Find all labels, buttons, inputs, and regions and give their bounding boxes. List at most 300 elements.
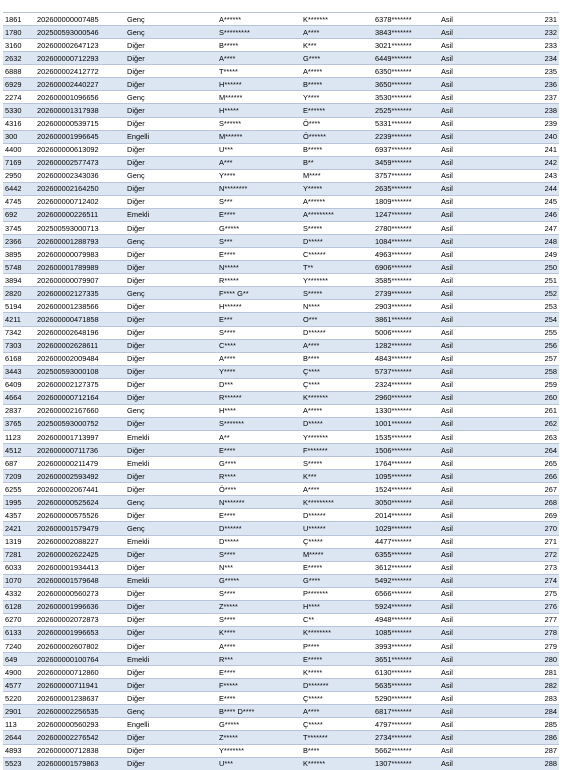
cell-category: Diğer	[125, 600, 217, 613]
cell-application-no: 7281	[3, 548, 35, 561]
cell-row-number: 240	[517, 130, 559, 143]
cell-reference-no: 202600002622425	[35, 548, 125, 561]
table-row	[3, 444, 559, 457]
cell-category: Diğer	[125, 509, 217, 522]
cell-application-no: 6888	[3, 65, 35, 78]
cell-status: Asil	[439, 444, 517, 457]
cell-application-no: 6128	[3, 600, 35, 613]
cell-category: Diğer	[125, 339, 217, 352]
table-row	[3, 431, 559, 444]
cell-id-masked: 3585*******	[373, 274, 439, 287]
cell-row-number: 267	[517, 483, 559, 496]
cell-status: Asil	[439, 52, 517, 65]
table-row	[3, 391, 559, 404]
cell-reference-no: 202600002088227	[35, 535, 125, 548]
cell-surname-masked: D*****	[301, 417, 373, 430]
cell-id-masked: 5492*******	[373, 574, 439, 587]
cell-row-number: 263	[517, 431, 559, 444]
table-row	[3, 757, 559, 770]
cell-name-masked: Z*****	[217, 600, 301, 613]
cell-surname-masked: K*****	[301, 666, 373, 679]
table-row	[3, 404, 559, 417]
table-row	[3, 208, 559, 221]
cell-category: Emekli	[125, 208, 217, 221]
cell-row-number: 233	[517, 39, 559, 52]
cell-application-no: 2901	[3, 705, 35, 718]
cell-status: Asil	[439, 731, 517, 744]
cell-name-masked: N*****	[217, 261, 301, 274]
cell-name-masked: G*****	[217, 574, 301, 587]
cell-reference-no: 202600001789989	[35, 261, 125, 274]
cell-row-number: 265	[517, 457, 559, 470]
cell-row-number: 260	[517, 391, 559, 404]
cell-name-masked: Ö****	[217, 483, 301, 496]
cell-application-no: 7169	[3, 156, 35, 169]
cell-category: Genç	[125, 26, 217, 39]
cell-category: Genç	[125, 522, 217, 535]
cell-name-masked: S****	[217, 548, 301, 561]
cell-row-number: 280	[517, 653, 559, 666]
table-row	[3, 78, 559, 91]
cell-category: Diğer	[125, 444, 217, 457]
cell-status: Asil	[439, 352, 517, 365]
cell-name-masked: E****	[217, 666, 301, 679]
cell-status: Asil	[439, 130, 517, 143]
table-row	[3, 274, 559, 287]
table-row	[3, 300, 559, 313]
cell-reference-no: 202600000712838	[35, 744, 125, 757]
cell-category: Diğer	[125, 143, 217, 156]
cell-name-masked: E****	[217, 692, 301, 705]
cell-status: Asil	[439, 104, 517, 117]
cell-application-no: 3160	[3, 39, 35, 52]
cell-application-no: 7209	[3, 470, 35, 483]
cell-name-masked: H******	[217, 78, 301, 91]
cell-category: Diğer	[125, 483, 217, 496]
cell-id-masked: 5924*******	[373, 600, 439, 613]
cell-surname-masked: K***	[301, 470, 373, 483]
cell-name-masked: U***	[217, 143, 301, 156]
cell-application-no: 649	[3, 653, 35, 666]
cell-surname-masked: A****	[301, 26, 373, 39]
cell-row-number: 256	[517, 339, 559, 352]
cell-reference-no: 202600002412772	[35, 65, 125, 78]
cell-id-masked: 1506*******	[373, 444, 439, 457]
cell-row-number: 250	[517, 261, 559, 274]
cell-application-no: 5748	[3, 261, 35, 274]
cell-name-masked: Y****	[217, 169, 301, 182]
cell-category: Genç	[125, 404, 217, 417]
cell-application-no: 2421	[3, 522, 35, 535]
table-row	[3, 195, 559, 208]
cell-id-masked: 2903*******	[373, 300, 439, 313]
table-row	[3, 235, 559, 248]
cell-surname-masked: S*****	[301, 457, 373, 470]
cell-application-no: 6270	[3, 613, 35, 626]
cell-reference-no: 202600000226511	[35, 208, 125, 221]
cell-category: Diğer	[125, 417, 217, 430]
cell-row-number: 275	[517, 587, 559, 600]
cell-status: Asil	[439, 235, 517, 248]
table-row	[3, 561, 559, 574]
cell-application-no: 2950	[3, 169, 35, 182]
table-row	[3, 313, 559, 326]
cell-surname-masked: B****	[301, 352, 373, 365]
table-row	[3, 613, 559, 626]
cell-surname-masked: B****	[301, 744, 373, 757]
cell-reference-no: 202600001934413	[35, 561, 125, 574]
cell-application-no: 3894	[3, 274, 35, 287]
cell-name-masked: Z*****	[217, 731, 301, 744]
cell-category: Diğer	[125, 248, 217, 261]
cell-id-masked: 2239*******	[373, 130, 439, 143]
cell-id-masked: 4477*******	[373, 535, 439, 548]
cell-row-number: 237	[517, 91, 559, 104]
cell-surname-masked: D*******	[301, 679, 373, 692]
cell-application-no: 4745	[3, 195, 35, 208]
cell-application-no: 2274	[3, 91, 35, 104]
cell-category: Diğer	[125, 52, 217, 65]
cell-name-masked: H****	[217, 404, 301, 417]
table-row	[3, 496, 559, 509]
cell-row-number: 231	[517, 13, 559, 26]
table-row	[3, 666, 559, 679]
cell-status: Asil	[439, 287, 517, 300]
cell-surname-masked: Ö******	[301, 130, 373, 143]
cell-status: Asil	[439, 483, 517, 496]
cell-name-masked: K****	[217, 626, 301, 639]
results-table	[3, 12, 559, 770]
cell-application-no: 6409	[3, 378, 35, 391]
cell-name-masked: N********	[217, 182, 301, 195]
cell-reference-no: 202600001238637	[35, 692, 125, 705]
cell-application-no: 4893	[3, 744, 35, 757]
cell-id-masked: 2960*******	[373, 391, 439, 404]
cell-id-masked: 4843*******	[373, 352, 439, 365]
cell-application-no: 4332	[3, 587, 35, 600]
cell-row-number: 246	[517, 208, 559, 221]
cell-name-masked: A****	[217, 640, 301, 653]
cell-reference-no: 202600000211479	[35, 457, 125, 470]
cell-category: Diğer	[125, 182, 217, 195]
cell-application-no: 3765	[3, 417, 35, 430]
table-row	[3, 417, 559, 430]
cell-reference-no: 202600001996645	[35, 130, 125, 143]
cell-application-no: 300	[3, 130, 35, 143]
cell-name-masked: R***	[217, 653, 301, 666]
cell-status: Asil	[439, 705, 517, 718]
cell-application-no: 6255	[3, 483, 35, 496]
cell-name-masked: D***	[217, 378, 301, 391]
cell-application-no: 4316	[3, 117, 35, 130]
cell-reference-no: 202600002164250	[35, 182, 125, 195]
cell-category: Diğer	[125, 326, 217, 339]
cell-name-masked: G*****	[217, 718, 301, 731]
cell-application-no: 5523	[3, 757, 35, 770]
cell-reference-no: 202600000711941	[35, 679, 125, 692]
cell-status: Asil	[439, 692, 517, 705]
cell-surname-masked: K*********	[301, 496, 373, 509]
cell-application-no: 692	[3, 208, 35, 221]
cell-status: Asil	[439, 679, 517, 692]
table-row	[3, 692, 559, 705]
cell-status: Asil	[439, 91, 517, 104]
cell-application-no: 1319	[3, 535, 35, 548]
cell-reference-no: 202600000539715	[35, 117, 125, 130]
cell-surname-masked: A****	[301, 483, 373, 496]
cell-status: Asil	[439, 626, 517, 639]
table-row	[3, 718, 559, 731]
cell-row-number: 276	[517, 600, 559, 613]
cell-status: Asil	[439, 548, 517, 561]
cell-surname-masked: Y*****	[301, 182, 373, 195]
table-row	[3, 248, 559, 261]
cell-status: Asil	[439, 326, 517, 339]
cell-row-number: 282	[517, 679, 559, 692]
cell-reference-no: 202600001579479	[35, 522, 125, 535]
cell-row-number: 255	[517, 326, 559, 339]
cell-id-masked: 1282*******	[373, 339, 439, 352]
table-row	[3, 640, 559, 653]
table-row	[3, 457, 559, 470]
cell-status: Asil	[439, 378, 517, 391]
cell-name-masked: H*****	[217, 104, 301, 117]
cell-status: Asil	[439, 470, 517, 483]
cell-id-masked: 1084*******	[373, 235, 439, 248]
cell-id-masked: 1095*******	[373, 470, 439, 483]
cell-row-number: 244	[517, 182, 559, 195]
cell-reference-no: 202600002440227	[35, 78, 125, 91]
table-row	[3, 26, 559, 39]
cell-category: Diğer	[125, 470, 217, 483]
cell-name-masked: F**** G**	[217, 287, 301, 300]
cell-reference-no: 202600000471858	[35, 313, 125, 326]
cell-surname-masked: C**	[301, 613, 373, 626]
cell-reference-no: 202600000560293	[35, 718, 125, 731]
cell-name-masked: A**	[217, 431, 301, 444]
cell-status: Asil	[439, 169, 517, 182]
cell-reference-no: 202600000079907	[35, 274, 125, 287]
cell-application-no: 5194	[3, 300, 35, 313]
cell-application-no: 4400	[3, 143, 35, 156]
cell-reference-no: 202600001713997	[35, 431, 125, 444]
cell-reference-no: 202500593000752	[35, 417, 125, 430]
cell-reference-no: 202600000560273	[35, 587, 125, 600]
cell-name-masked: R******	[217, 391, 301, 404]
cell-category: Diğer	[125, 117, 217, 130]
cell-application-no: 2644	[3, 731, 35, 744]
cell-name-masked: F*****	[217, 679, 301, 692]
cell-status: Asil	[439, 313, 517, 326]
cell-name-masked: H******	[217, 300, 301, 313]
cell-id-masked: 1330*******	[373, 404, 439, 417]
cell-category: Diğer	[125, 626, 217, 639]
cell-row-number: 236	[517, 78, 559, 91]
cell-category: Diğer	[125, 666, 217, 679]
cell-id-masked: 2739*******	[373, 287, 439, 300]
table-row	[3, 169, 559, 182]
cell-surname-masked: D******	[301, 326, 373, 339]
cell-name-masked: B*****	[217, 39, 301, 52]
cell-reference-no: 202600000613092	[35, 143, 125, 156]
table-row	[3, 65, 559, 78]
cell-row-number: 286	[517, 731, 559, 744]
cell-category: Diğer	[125, 300, 217, 313]
cell-row-number: 283	[517, 692, 559, 705]
cell-surname-masked: Y*******	[301, 274, 373, 287]
cell-surname-masked: A******	[301, 195, 373, 208]
cell-category: Emekli	[125, 653, 217, 666]
table-row	[3, 287, 559, 300]
cell-reference-no: 202600000712860	[35, 666, 125, 679]
cell-id-masked: 2734*******	[373, 731, 439, 744]
cell-row-number: 288	[517, 757, 559, 770]
cell-name-masked: T*****	[217, 65, 301, 78]
cell-name-masked: E****	[217, 248, 301, 261]
cell-reference-no: 202600002276542	[35, 731, 125, 744]
cell-reference-no: 202600002127335	[35, 287, 125, 300]
cell-status: Asil	[439, 600, 517, 613]
cell-row-number: 253	[517, 300, 559, 313]
cell-category: Diğer	[125, 65, 217, 78]
cell-status: Asil	[439, 574, 517, 587]
cell-application-no: 7342	[3, 326, 35, 339]
cell-id-masked: 5662*******	[373, 744, 439, 757]
cell-surname-masked: S*****	[301, 222, 373, 235]
cell-reference-no: 202600002607802	[35, 640, 125, 653]
cell-status: Asil	[439, 248, 517, 261]
cell-category: Diğer	[125, 744, 217, 757]
cell-name-masked: Y****	[217, 365, 301, 378]
cell-application-no: 1070	[3, 574, 35, 587]
cell-status: Asil	[439, 143, 517, 156]
cell-surname-masked: D*****	[301, 235, 373, 248]
cell-name-masked: G****	[217, 457, 301, 470]
cell-id-masked: 1307*******	[373, 757, 439, 770]
cell-status: Asil	[439, 13, 517, 26]
cell-category: Emekli	[125, 535, 217, 548]
cell-surname-masked: T*******	[301, 731, 373, 744]
cell-id-masked: 2324*******	[373, 378, 439, 391]
table-row	[3, 378, 559, 391]
table-row	[3, 13, 559, 26]
cell-surname-masked: N****	[301, 300, 373, 313]
cell-application-no: 4211	[3, 313, 35, 326]
cell-row-number: 266	[517, 470, 559, 483]
cell-id-masked: 6906*******	[373, 261, 439, 274]
cell-id-masked: 5290*******	[373, 692, 439, 705]
cell-application-no: 6442	[3, 182, 35, 195]
cell-category: Diğer	[125, 391, 217, 404]
cell-name-masked: E****	[217, 509, 301, 522]
cell-name-masked: S*********	[217, 26, 301, 39]
cell-category: Diğer	[125, 692, 217, 705]
cell-surname-masked: Ç****	[301, 365, 373, 378]
cell-surname-masked: E*****	[301, 561, 373, 574]
cell-name-masked: G*****	[217, 222, 301, 235]
cell-reference-no: 202600000100764	[35, 653, 125, 666]
cell-category: Emekli	[125, 431, 217, 444]
cell-application-no: 2820	[3, 287, 35, 300]
cell-row-number: 248	[517, 235, 559, 248]
cell-id-masked: 5635*******	[373, 679, 439, 692]
cell-application-no: 687	[3, 457, 35, 470]
cell-status: Asil	[439, 640, 517, 653]
cell-row-number: 278	[517, 626, 559, 639]
cell-category: Diğer	[125, 679, 217, 692]
cell-name-masked: N***	[217, 561, 301, 574]
table-row	[3, 731, 559, 744]
cell-status: Asil	[439, 261, 517, 274]
cell-id-masked: 1524*******	[373, 483, 439, 496]
cell-reference-no: 202600000079983	[35, 248, 125, 261]
cell-category: Diğer	[125, 195, 217, 208]
cell-name-masked: A****	[217, 352, 301, 365]
cell-id-masked: 4797*******	[373, 718, 439, 731]
cell-category: Genç	[125, 705, 217, 718]
cell-id-masked: 3530*******	[373, 91, 439, 104]
cell-reference-no: 202600000712293	[35, 52, 125, 65]
cell-application-no: 4577	[3, 679, 35, 692]
cell-row-number: 264	[517, 444, 559, 457]
cell-id-masked: 1247*******	[373, 208, 439, 221]
cell-name-masked: E****	[217, 444, 301, 457]
cell-name-masked: S*******	[217, 417, 301, 430]
cell-id-masked: 2635*******	[373, 182, 439, 195]
cell-reference-no: 202600002593492	[35, 470, 125, 483]
cell-id-masked: 6130*******	[373, 666, 439, 679]
cell-name-masked: M******	[217, 130, 301, 143]
cell-application-no: 4512	[3, 444, 35, 457]
cell-surname-masked: Ç*****	[301, 692, 373, 705]
cell-id-masked: 4948*******	[373, 613, 439, 626]
cell-name-masked: U***	[217, 757, 301, 770]
cell-row-number: 258	[517, 365, 559, 378]
cell-name-masked: S***	[217, 235, 301, 248]
cell-reference-no: 202600001579648	[35, 574, 125, 587]
cell-reference-no: 202600000525624	[35, 496, 125, 509]
cell-surname-masked: F*******	[301, 444, 373, 457]
cell-surname-masked: Ç*****	[301, 718, 373, 731]
results-table-body	[3, 13, 559, 770]
cell-status: Asil	[439, 78, 517, 91]
cell-status: Asil	[439, 613, 517, 626]
cell-surname-masked: M*****	[301, 548, 373, 561]
cell-status: Asil	[439, 522, 517, 535]
cell-category: Emekli	[125, 574, 217, 587]
cell-surname-masked: K********	[301, 626, 373, 639]
table-row	[3, 365, 559, 378]
table-row	[3, 626, 559, 639]
cell-application-no: 4900	[3, 666, 35, 679]
table-row	[3, 261, 559, 274]
cell-id-masked: 3993*******	[373, 640, 439, 653]
cell-category: Diğer	[125, 313, 217, 326]
cell-reference-no: 202600002072873	[35, 613, 125, 626]
cell-status: Asil	[439, 653, 517, 666]
cell-category: Diğer	[125, 274, 217, 287]
cell-reference-no: 202600002648196	[35, 326, 125, 339]
cell-row-number: 245	[517, 195, 559, 208]
cell-name-masked: C****	[217, 339, 301, 352]
cell-name-masked: B**** D****	[217, 705, 301, 718]
cell-reference-no: 202600002647123	[35, 39, 125, 52]
cell-row-number: 239	[517, 117, 559, 130]
cell-row-number: 285	[517, 718, 559, 731]
table-row	[3, 326, 559, 339]
cell-reference-no: 202600000712164	[35, 391, 125, 404]
cell-id-masked: 3050*******	[373, 496, 439, 509]
